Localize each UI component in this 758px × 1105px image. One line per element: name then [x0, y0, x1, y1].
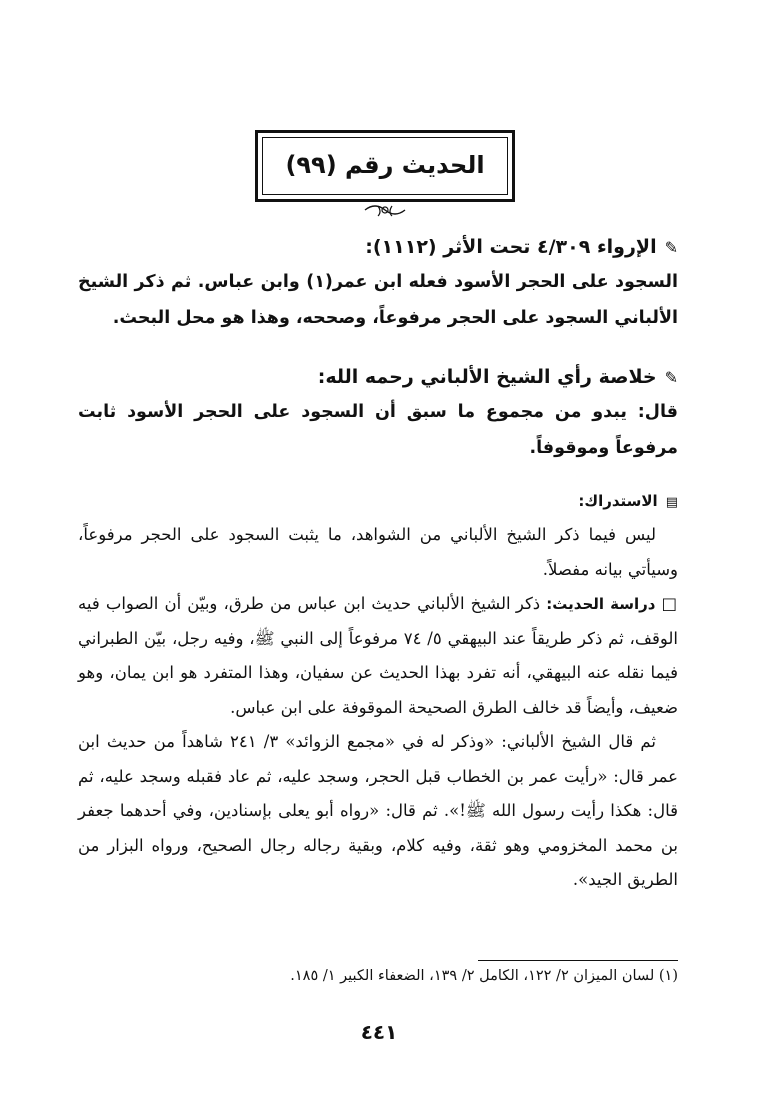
- book-icon: ✎: [664, 238, 678, 257]
- inline-label: دراسة الحديث:: [546, 595, 656, 613]
- paragraph: ليس فيما ذكر الشيخ الألباني من الشواهد، ما يثبت السجود على الحجر مرفوعاً، وسيأتي بيانه مفصلاً.: [78, 525, 678, 579]
- section-text: قال: يبدو من مجموع ما سبق أن السجود على الحجر الأسود ثابت مرفوعاً وموقوفاً.: [78, 402, 678, 458]
- page-number: ٤٤١: [360, 1020, 398, 1044]
- footnote-divider: [478, 960, 678, 961]
- checkbox-square-icon: □: [661, 594, 678, 613]
- section-heading: ✎خلاصة رأي الشيخ الألباني رحمه الله:: [317, 366, 678, 388]
- section-irwa: [78, 236, 678, 336]
- section-body: [78, 518, 678, 898]
- section-text: السجود على الحجر الأسود فعله ابن عمر(١) وابن عباس. ثم ذكر الشيخ الألباني السجود على الحجر مرفوعاً، وصححه، وهذا هو محل البحث.: [78, 272, 679, 328]
- paragraph: □ دراسة الحديث: ذكر الشيخ الألباني حديث ابن عباس من طرق، وبيّن أن الصواب فيه الوقف، ثم ذكر طريقاً عند البيهقي ٥/ ٧٤ مرفوعاً إلى النبي ﷺ، وفيه رجل، بيّن الطبراني فيما نقله عنه البيهقي، أنه تفرد بهذا الحديث عن سفيان، وهذا المتفرد هو ابن يمان، وهو ضعيف، وأيضاً قد خالف الطرق الصحيحة الموقوفة على ابن عباس.: [78, 594, 678, 717]
- footnote: (١) لسان الميزان ٢/ ١٢٢، الكامل ٢/ ١٣٩، الضعفاء الكبير ١/ ١٨٥.: [290, 968, 678, 984]
- section-summary: [78, 366, 678, 466]
- notebook-icon: ▤: [665, 495, 678, 510]
- section-heading: ✎الإرواء ٤/٣٠٩ تحت الأثر (١١١٢):: [365, 236, 678, 258]
- paragraph: ثم قال الشيخ الألباني: «وذكر له في «مجمع الزوائد» ٣/ ٢٤١ شاهداً من حديث ابن عمر قال: «رأيت عمر بن الخطاب قبل الحجر، وسجد عليه، ثم عاد فقبله وسجد عليه، ثم قال: هكذا رأيت رسول الله ﷺ!». ثم قال: «رواه أبو يعلى بإسنادين، وفي أحدهما جعفر بن محمد المخزومي وهو ثقة، وفيه كلام، وبقية رجاله رجال الصحيح، ورواه البزار من الطريق الجيد».: [78, 732, 678, 889]
- page-title: الحديث رقم (٩٩): [285, 151, 485, 179]
- title-frame: [255, 130, 515, 202]
- section-istidrak: [78, 492, 678, 898]
- floral-ornament-icon: [360, 200, 410, 220]
- section-heading: ▤الاستدراك:: [578, 492, 678, 510]
- book-icon: ✎: [664, 368, 678, 387]
